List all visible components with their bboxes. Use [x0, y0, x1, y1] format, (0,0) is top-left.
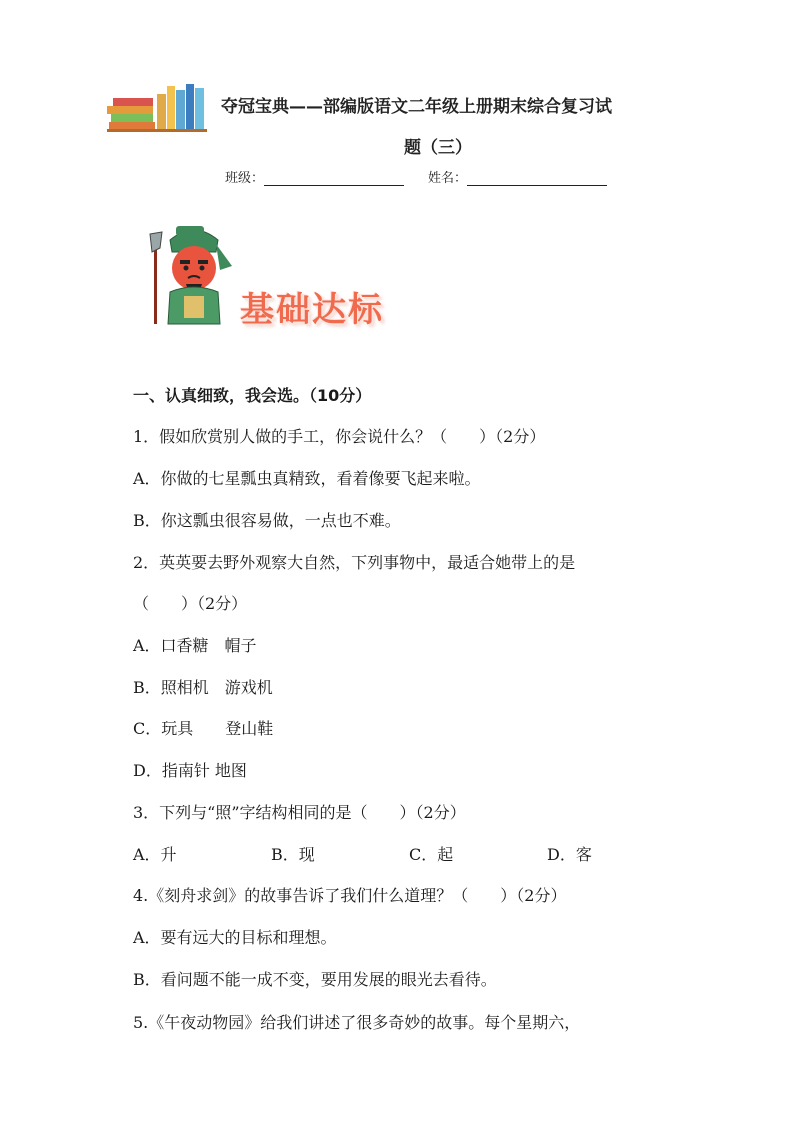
- q4-option-b: B．看问题不能一成不变，要用发展的眼光去看待。: [133, 970, 497, 989]
- name-blank[interactable]: [467, 171, 607, 186]
- guan-yu-mascot-icon: [146, 222, 236, 327]
- books-icon: [107, 82, 207, 132]
- question-1: 1．假如欣赏别人做的手工，你会说什么？（ ）（2分）: [133, 427, 546, 446]
- question-4: 4.《刻舟求剑》的故事告诉了我们什么道理？（ ）（2分）: [133, 886, 567, 905]
- q1-option-b: B．你这瓢虫很容易做，一点也不难。: [133, 511, 401, 530]
- q3-option-b: B．现: [271, 845, 315, 864]
- q3-option-d: D．客: [547, 845, 592, 864]
- name-field: [428, 167, 607, 186]
- question-2-cont: （ ）（2分）: [133, 594, 248, 613]
- basic-standard-banner: 基础达标: [240, 290, 384, 330]
- name-label: 姓名：: [428, 171, 468, 186]
- class-blank[interactable]: [264, 171, 404, 186]
- q2-option-d: D．指南针 地图: [133, 761, 247, 780]
- q1-option-a: A．你做的七星瓢虫真精致，看着像要飞起来啦。: [133, 469, 481, 488]
- document-title-line1: 夺冠宝典——部编版语文二年级上册期末综合复习试: [221, 97, 612, 117]
- class-label: 班级：: [225, 171, 265, 186]
- q4-option-a: A．要有远大的目标和理想。: [133, 928, 337, 947]
- question-5: 5.《午夜动物园》给我们讲述了很多奇妙的故事。每个星期六，: [133, 1013, 581, 1032]
- document-title-line2: 题（三）: [404, 138, 472, 158]
- q3-option-c: C．起: [409, 845, 454, 864]
- q3-option-a: A．升: [133, 845, 177, 864]
- class-field: [225, 167, 404, 186]
- section-1-heading: 一、认真细致，我会选。（10分）: [133, 386, 372, 405]
- q2-option-b: B．照相机 游戏机: [133, 678, 273, 697]
- question-2: 2．英英要去野外观察大自然，下列事物中，最适合她带上的是: [133, 553, 576, 572]
- question-3: 3．下列与“照”字结构相同的是（ ）（2分）: [133, 803, 466, 822]
- q2-option-c: C．玩具 登山鞋: [133, 719, 274, 738]
- q2-option-a: A．口香糖 帽子: [133, 636, 257, 655]
